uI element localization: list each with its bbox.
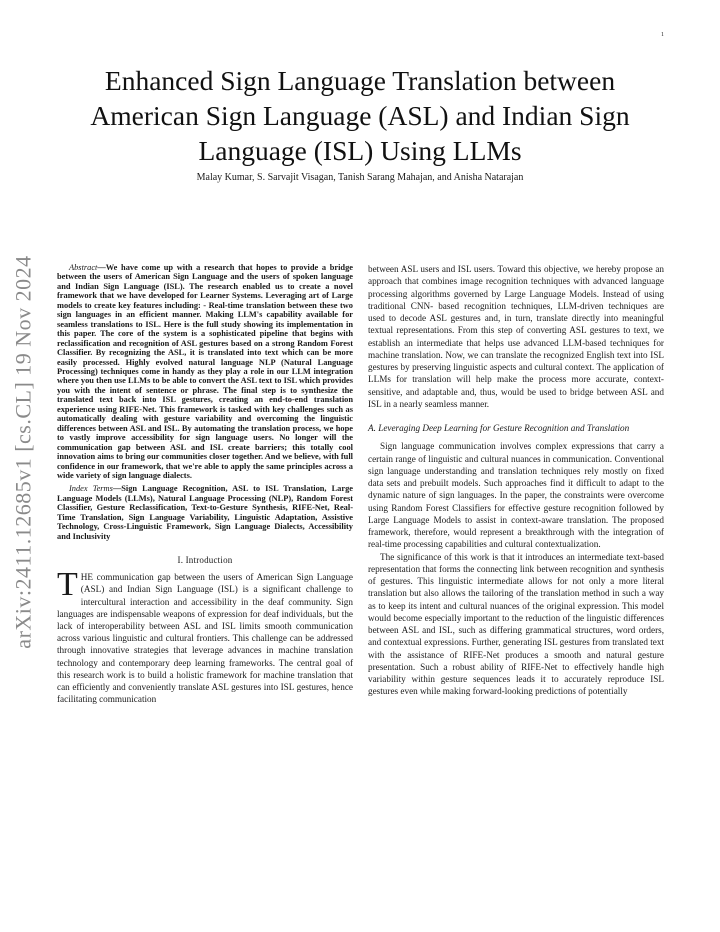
left-column <box>57 263 353 705</box>
introduction-paragraph <box>57 566 353 705</box>
index-terms-label: Index Terms <box>69 484 113 494</box>
drop-cap: T <box>57 566 78 604</box>
arxiv-stamp <box>4 242 44 662</box>
introduction-continuation: between ASL users and ISL users. Toward this objective, we hereby propose an approach that combines image recognition techniques with advanced language processing algorithms governed by Large Language Models. Instead of using traditional CNN- based recognition techniques, LLM-driven techniques are used to decode ASL gestures and, in turn, translate directly into meaningful textual representations. From this step of converting ASL gestures to text, we establish an intermediate that helps use advanced LLM-based techniques for machine translation. Now, we can translate the recognized English text into ISL gestures by preserving linguistic aspects and cultural context. The application of LLMs for translation will help make the process more accurate, context-sensitive, and adaptable and, thus, would be used to bridge between ASL and ISL in a nearly seamless manner. <box>368 264 664 409</box>
page-number: 1 <box>661 32 664 38</box>
subsection-a-paragraph-1: Sign language communication involves complex expressions that carry a certain range of linguistic and cultural nuances in communication. Conventional sign language understanding and translation techniques rely mostly on fixed data sets and prebuilt models. Such approaches find it difficult to adapt to the dynamic nature of sign languages. In the paper, the constraints were overcome using Random Forest Classifiers for effective gesture recognition followed by Large Language Models to assist in context-aware translation. The proposed framework, therefore, would represent a breakthrough with the integration of real-time processing capabilities and cultural contextualization. <box>368 441 664 550</box>
subsection-a-paragraph-2: The significance of this work is that it introduces an intermediate text-based representation that forms the connecting link between recognition and synthesis of gestures. This linguistic intermediate allows for not only a more literal translation but also allows the tailoring of the translation method in such a way as to keep its intent and cultural nuances of the original expression. This model would become especially important to the reduction of the linguistic differences between ASL and ISL, such as differing grammatical structures, word orders, and contextual expressions. Further, generating ISL gestures from translated text with the assistance of RIFE-Net produces a smooth and natural gesture presentation. Such a robust ability of RIFE-Net to effectively handle high variability within gesture sequences leads it to accurately reproduce ISL gestures even while making forward-looking predictions of potentially <box>368 551 665 697</box>
subsection-heading-a: A. Leveraging Deep Learning for Gesture Recognition and Translation <box>368 423 630 433</box>
introduction-text: HE communication gap between the users of American Sign Language (ASL) and Indian Sign Language (ISL) is a significant challenge to intercultural interaction and accessibility in the deaf community. Sign languages are indispensable weapons of expression for deaf individuals, but the lack of interoperability between ASL and ISL limits smooth communication across various linguistic and cultural frontiers. This challenge can be addressed through innovative strategies that leverage advances in machine translation technology and contemporary deep learning frameworks. The central goal of this research work is to build a holistic framework for machine translation that can efficiently and conveniently translate ASL gestures into ISL gestures, hence facilitating communication <box>57 572 353 705</box>
abstract <box>57 263 353 480</box>
arxiv-stamp-text: arXiv:2411.12685v1 [cs.CL] 19 Nov 2024 <box>11 255 36 649</box>
abstract-text: —We have come up with a research that hopes to provide a bridge between the users of American Sign Language and the users of spoken language and Indian Sign Language (ISL). The research enabled us to create a novel framework that we have developed for Learner Systems. Leveraging art of Large models to create key features including: - Real-time translation between these two sign languages in an efficient manner. Making LLM's capability available for seamless translations to ISL. Here is the full study showing its implementation in this paper. The core of the system is a sophisticated pipeline that begins with reclassification and recognition of ASL gestures based on a strong Random Forest Classifier. By recognizing the ASL, it is translated into text which can be more easily processed. Highly evolved natural language NLP (Natural Language Processing) techniques come in handy as they play a role in our LLM integration where you then use LLMs to be able to convert the ASL text to ISL which provides you with the intent of sentence or phrase. The final step is to synthesize the translated text back into ISL gestures, creating an end-to-end translation experience using RIFE-Net. This framework is tasked with key challenges such as automatically dealing with gesture variability and overcoming the linguistic differences between ASL and ISL. By automating the translation process, we hope to vastly improve accessibility for sign language users. No longer will the communication gap between ASL and ISL create barriers; this totally cool innovation aims to bring our communities closer together. And we believe, with full confidence in our framework, that we're able to apply the same principles across a wide variety of sign language dialects. <box>57 263 353 480</box>
abstract-label: Abstract <box>69 263 98 272</box>
author-list: Malay Kumar, S. Sarvajit Visagan, Tanish Sarang Mahajan, and Anisha Natarajan <box>196 172 524 183</box>
paper-title: Enhanced Sign Language Translation between American Sign Language (ASL) and Indian Sign Language (ISL) Using LLMs <box>90 65 630 166</box>
index-terms <box>57 484 353 541</box>
right-column <box>368 263 664 698</box>
section-heading-introduction: I. Introduction <box>177 555 233 566</box>
index-terms-text: —Sign Language Recognition, ASL to ISL Translation, Large Language Models (LLMs), Natural Language Processing (NLP), Random Forest Classifier, Gesture Reclassification, Text-to-Gesture Synthesis, RIFE-Net, Real-Time Translation, Sign Language Variability, Linguistic Adaptation, Assistive Technology, Cross-Linguistic Framework, Sign Language Dialects, Accessibility and Inclusivity <box>57 484 353 541</box>
